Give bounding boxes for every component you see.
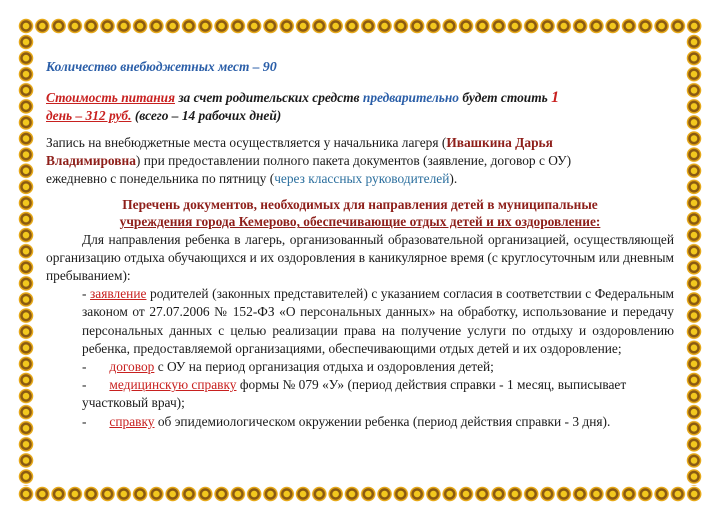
list-dash: -: [82, 377, 87, 393]
enrollment-text-3: ежедневно с понедельника по пятницу (: [46, 171, 275, 187]
intro-paragraph: Для направления ребенка в лагерь, организованный образовательной организацией, осуществляющей организацию отдыха обучающихся и их оздоровления в каникулярное время (с круглосуточным или дневным пребыванием):: [46, 231, 674, 284]
camp-head-name-1: Ивашкина Дарья: [446, 134, 553, 150]
list-dash: -: [82, 286, 87, 302]
meal-cost-price: день – 312 руб.: [46, 108, 132, 124]
list-item-epidemiology: [46, 413, 674, 431]
documents-heading-line-1: Перечень документов, необходимых для направления детей в муниципальные: [122, 197, 598, 213]
item-text: родителей (законных представителей) с указанием согласия в соответствии с Федеральным законом от 27.07.2006 № 152-ФЗ «О персональных данных» на обработку, использование и передачу персональных данных с целью реализации права на получение услуги по отдыху и оздоровлению ребенка, предоставляемой организациями, обеспечивающими отдых детей и их оздоровление;: [82, 286, 674, 356]
decorative-border-left: [18, 34, 34, 486]
enrollment-text-4: ).: [449, 171, 458, 187]
documents-heading-line-2: учреждения города Кемерово, обеспечивающие отдых детей и их оздоровление:: [119, 214, 601, 230]
list-dash: -: [82, 413, 87, 429]
item-highlight: заявление: [90, 286, 147, 302]
camp-head-name-2: Владимировна: [46, 152, 136, 168]
enrollment-text-2: ) при предоставлении полного пакета документов (заявление, договор с ОУ): [135, 152, 572, 168]
teachers-note: через классных руководителей: [274, 171, 450, 187]
decorative-border-top: [18, 18, 702, 34]
item-highlight: медицинскую справку: [109, 377, 237, 393]
decorative-border-right: [686, 34, 702, 486]
places-label: Количество внебюджетных мест –: [46, 59, 263, 74]
meal-cost: [46, 89, 674, 125]
enrollment-paragraph: [46, 134, 674, 189]
list-item-application: [46, 285, 674, 358]
item-text: об эпидемиологическом окружении ребенка (период действия справки - 3 дня).: [154, 413, 611, 429]
meal-cost-days: 1: [551, 89, 560, 107]
item-highlight: справку: [109, 413, 155, 429]
documents-heading: [46, 196, 674, 230]
places-count: [46, 58, 674, 77]
document-content: [46, 58, 674, 431]
enrollment-text-1: Запись на внебюджетные места осуществляется у начальника лагеря (: [46, 134, 447, 150]
meal-cost-text-2: будет стоить: [458, 90, 552, 106]
meal-cost-total: (всего – 14 рабочих дней): [131, 108, 282, 124]
item-text: формы № 079 «У» (период действия справки - 1 месяц, выписывает участковый врач);: [82, 377, 627, 411]
list-item-contract: [46, 358, 674, 376]
item-highlight: договор: [109, 359, 155, 375]
meal-cost-text: за счет родительских средств: [174, 90, 363, 106]
decorative-border-bottom: [18, 486, 702, 502]
list-item-medical: [46, 376, 674, 412]
meal-cost-preliminary: предварительно: [362, 90, 459, 106]
meal-cost-label: Стоимость питания: [46, 90, 175, 106]
list-dash: -: [82, 359, 87, 375]
item-text: с ОУ на период организация отдыха и оздоровления детей;: [154, 359, 494, 375]
places-value: 90: [262, 60, 277, 75]
